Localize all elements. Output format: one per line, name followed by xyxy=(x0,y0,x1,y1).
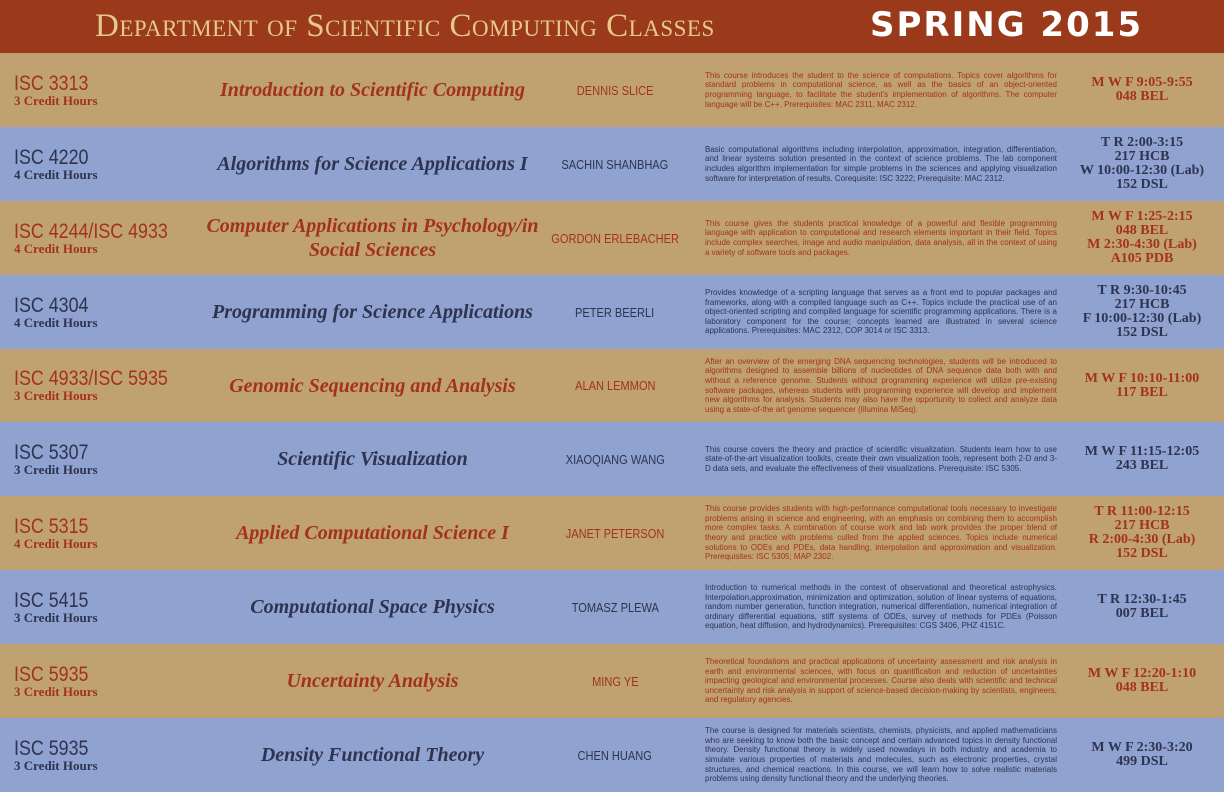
instructor-name: ALAN LEMMON xyxy=(574,378,656,393)
course-description: This course gives the students practical knowledge of a powerful and flexible programming language with application to computational and research elements important in their field. Topics include complex searches, image and audio manipulation, data analysis, all in the context of using a variety of software tools and packages. xyxy=(705,218,1057,257)
course-title: Programming for Science Applications xyxy=(212,301,533,323)
description-cell xyxy=(705,127,1057,201)
schedule-cell xyxy=(1068,53,1216,127)
course-row xyxy=(0,718,1224,792)
schedule-line: 007 BEL xyxy=(1115,606,1169,621)
schedule-cell xyxy=(1068,275,1216,349)
description-cell xyxy=(705,349,1057,422)
schedule-cell xyxy=(1068,644,1216,718)
instructor-name: XIAOQIANG WANG xyxy=(565,451,665,467)
course-code: ISC 5307 xyxy=(14,440,89,464)
schedule-line: T R 11:00-12:15 xyxy=(1094,504,1190,519)
description-cell xyxy=(705,422,1057,496)
course-description: Provides knowledge of a scripting language that serves as a front end to popular packages and frameworks, along with a compiled language such as C++. Topics include the practical use of an object-oriented scripting and compiled language for scientific programming applications. There is a laboratory component for the course; concepts learned are illustrated in several science applications. Prerequisites: MAC 2312, COP 3014 or ISC 3313. xyxy=(705,288,1057,336)
instructor-cell xyxy=(545,644,685,718)
course-description: Basic computational algorithms including interpolation, approximation, integration, differentiation, and linear systems solution presented in the context of science problems. The lab component includes algorithm implementation for simple problems in the sciences and applying visualization software for interpretation of results. Corequisite: ISC 3222; Prerequisite: MAC 2312. xyxy=(705,144,1057,183)
schedule-line: 048 BEL xyxy=(1115,223,1169,238)
course-row xyxy=(0,275,1224,349)
course-title: Genomic Sequencing and Analysis xyxy=(229,374,516,397)
course-title: Applied Computational Science I xyxy=(236,522,509,544)
instructor-cell xyxy=(545,570,685,644)
schedule-cell xyxy=(1068,718,1216,792)
course-title: Scientific Visualization xyxy=(277,448,468,470)
credit-hours: 3 Credit Hours xyxy=(14,757,98,773)
department-title: Department of Scientific Computing Classes xyxy=(95,8,715,44)
course-code: ISC 4220 xyxy=(14,145,89,169)
description-cell xyxy=(705,644,1057,718)
course-title: Algorithms for Science Applications I xyxy=(217,153,528,175)
course-title-cell xyxy=(200,53,545,127)
schedule-line: M W F 1:25-2:15 xyxy=(1091,209,1193,224)
credit-hours: 4 Credit Hours xyxy=(14,166,98,182)
course-code-cell xyxy=(14,201,214,275)
course-code: ISC 5935 xyxy=(14,662,89,686)
instructor-name: GORDON ERLEBACHER xyxy=(551,230,679,246)
credit-hours: 3 Credit Hours xyxy=(14,461,98,477)
schedule-cell xyxy=(1068,349,1216,422)
schedule-line: 499 DSL xyxy=(1116,754,1168,769)
schedule-line: F 10:00-12:30 (Lab) xyxy=(1082,311,1202,326)
schedule-cell xyxy=(1068,127,1216,201)
course-title: Computer Applications in Psychology/in Social Sciences xyxy=(206,215,539,261)
credit-hours: 4 Credit Hours xyxy=(14,535,98,551)
credit-hours: 3 Credit Hours xyxy=(14,388,98,403)
schedule-cell xyxy=(1068,422,1216,496)
description-cell xyxy=(705,275,1057,349)
instructor-name: CHEN HUANG xyxy=(577,747,653,763)
course-row xyxy=(0,201,1224,275)
course-description: After an overview of the emerging DNA sequencing technologies, students will be introduced to algorithms designed to assemble billions of nucleotides of DNA sequence data both with and without a reference genome. Students without programming experience will utilize pre-existing software packages, whereas students with programming experience will develop and implement new algorithms for analysis. Students may also have the opportunity to collect and analyze data using a state-of-the art genome sequencer (Illumina MiSeq). xyxy=(705,356,1057,414)
course-code: ISC 5415 xyxy=(14,588,89,612)
course-row xyxy=(0,496,1224,570)
course-title-cell xyxy=(200,275,545,349)
course-code-cell xyxy=(14,422,214,496)
instructor-name: DENNIS SLICE xyxy=(576,82,654,98)
course-code-cell xyxy=(14,275,214,349)
description-cell xyxy=(705,718,1057,792)
course-row xyxy=(0,422,1224,496)
course-title-cell xyxy=(200,570,545,644)
schedule-line: T R 2:00-3:15 xyxy=(1100,135,1184,150)
term-label: SPRING 2015 xyxy=(870,5,1144,45)
course-title-cell xyxy=(200,644,545,718)
credit-hours: 3 Credit Hours xyxy=(14,609,98,625)
course-code-cell xyxy=(14,570,214,644)
course-code: ISC 4304 xyxy=(14,293,89,317)
course-code-cell xyxy=(14,127,214,201)
schedule-line: M 2:30-4:30 (Lab) xyxy=(1087,237,1197,252)
schedule-line: R 2:00-4:30 (Lab) xyxy=(1088,532,1196,547)
course-code: ISC 5315 xyxy=(14,514,89,538)
description-cell xyxy=(705,496,1057,570)
course-code-cell xyxy=(14,496,214,570)
course-description: This course provides students with high-performance computational tools necessary to investigate problems arising in science and engineering, with an emphasis on combining them to accomplish more complex tasks. A combination of course work and lab work provides the proper blend of theory and practice with problems culled from the applied sciences. Topics include numerical solutions to ODEs and PDEs, data handling, interpolation and approximation and visualization. Prerequisites: ISC 5305; MAP 2302. xyxy=(705,504,1057,562)
schedule-line: T R 12:30-1:45 xyxy=(1097,592,1187,607)
course-title-cell xyxy=(200,127,545,201)
course-title-cell xyxy=(200,496,545,570)
schedule-line: 217 HCB xyxy=(1114,297,1170,312)
instructor-cell xyxy=(545,53,685,127)
course-title-cell xyxy=(200,201,545,275)
course-title: Density Functional Theory xyxy=(260,744,485,766)
instructor-name: MING YE xyxy=(591,673,639,689)
instructor-name: TOMASZ PLEWA xyxy=(571,599,659,615)
course-code-cell xyxy=(14,718,214,792)
course-description: This course covers the theory and practice of scientific visualization. Students learn how to use state-of-the-art visualization toolkits, create their own visualization tools, represent both 2-D and 3-D data sets, and evaluate the effectiveness of their visualizations. Prerequisite: ISC 5305. xyxy=(705,444,1057,473)
credit-hours: 3 Credit Hours xyxy=(14,683,98,699)
course-code: ISC 4933/ISC 5935 xyxy=(14,367,168,390)
course-title-cell xyxy=(200,718,545,792)
schedule-line: M W F 2:30-3:20 xyxy=(1091,740,1193,755)
course-row xyxy=(0,349,1224,422)
schedule-cell xyxy=(1068,570,1216,644)
instructor-cell xyxy=(545,496,685,570)
course-title: Uncertainty Analysis xyxy=(286,670,459,692)
course-title: Computational Space Physics xyxy=(250,596,495,618)
schedule-line: W 10:00-12:30 (Lab) xyxy=(1079,163,1205,178)
course-code: ISC 4244/ISC 4933 xyxy=(14,219,168,243)
course-title-cell xyxy=(200,349,545,422)
description-cell xyxy=(705,201,1057,275)
instructor-name: JANET PETERSON xyxy=(565,525,665,541)
credit-hours: 4 Credit Hours xyxy=(14,240,98,256)
course-description: The course is designed for materials scientists, chemists, physicists, and applied mathematicians who are seeking to know both the basic concept and certain advanced topics in density functional theory. Density functional theory is widely used nowadays in both industry and academia to simulate various properties of materials and molecules, such as electronic properties, crystal structures, and chemical reactions. In this course, we will learn how to solve realistic materials problems using density functional theory and the underlying theories. xyxy=(705,726,1057,784)
course-list xyxy=(0,53,1224,792)
schedule-line: 217 HCB xyxy=(1114,518,1170,533)
instructor-cell xyxy=(545,127,685,201)
course-description: Introduction to numerical methods in the context of observational and theoretical astrophysics. Interpolation,approximation, minimization and optimization, solution of linear systems of equations, random number generation, function integration, numerical differentiation, numerical integration of ordinary differential equations, stiff systems of ODEs, survey of methods for PDEs (Poisson equation, heat diffusion, and hydrodynamics). Prerequisites: CGS 3406, PHZ 4151C. xyxy=(705,583,1057,631)
schedule-line: 117 BEL xyxy=(1116,384,1168,400)
course-code-cell xyxy=(14,349,214,422)
course-row xyxy=(0,570,1224,644)
schedule-line: A105 PDB xyxy=(1110,251,1174,266)
course-description: This course introduces the student to the science of computations. Topics cover algorithms for standard problems in computational science, as well as the basics of an object-oriented programming language, to facilitate the student's implementation of algorithms. The computer language will be C++. Prerequisites: MAC 2311, MAC 2312. xyxy=(705,70,1057,109)
schedule-cell xyxy=(1068,201,1216,275)
schedule-line: 217 HCB xyxy=(1114,149,1170,164)
description-cell xyxy=(705,570,1057,644)
schedule-line: M W F 10:10-11:00 xyxy=(1084,370,1200,386)
instructor-cell xyxy=(545,718,685,792)
schedule-line: M W F 9:05-9:55 xyxy=(1091,75,1193,90)
course-description: Theoretical foundations and practical applications of uncertainty assessment and risk analysis in earth and environmental sciences, with focus on quantification and reduction of uncertainties impacting geological and environmental processes. Course also deals with scientific and technical uncertainty and risk analysis in support of science-based decision-making by scientists, engineers, and regulatory agencies. xyxy=(705,657,1057,705)
schedule-line: 048 BEL xyxy=(1115,680,1169,695)
instructor-cell xyxy=(545,349,685,422)
instructor-cell xyxy=(545,275,685,349)
instructor-cell xyxy=(545,201,685,275)
page-header xyxy=(0,0,1224,53)
schedule-line: 152 DSL xyxy=(1116,325,1168,340)
schedule-line: T R 9:30-10:45 xyxy=(1097,283,1187,298)
course-code: ISC 3313 xyxy=(14,71,89,95)
course-code-cell xyxy=(14,53,214,127)
schedule-line: 243 BEL xyxy=(1115,458,1169,473)
course-title-cell xyxy=(200,422,545,496)
schedule-line: 152 DSL xyxy=(1116,546,1168,561)
schedule-cell xyxy=(1068,496,1216,570)
course-row xyxy=(0,644,1224,718)
schedule-line: M W F 11:15-12:05 xyxy=(1084,444,1200,459)
course-row xyxy=(0,53,1224,127)
instructor-cell xyxy=(545,422,685,496)
credit-hours: 3 Credit Hours xyxy=(14,92,98,108)
course-row xyxy=(0,127,1224,201)
schedule-line: 152 DSL xyxy=(1116,177,1168,192)
schedule-line: 048 BEL xyxy=(1115,89,1169,104)
description-cell xyxy=(705,53,1057,127)
schedule-line: M W F 12:20-1:10 xyxy=(1087,666,1197,681)
course-title: Introduction to Scientific Computing xyxy=(219,79,526,101)
credit-hours: 4 Credit Hours xyxy=(14,314,98,330)
instructor-name: PETER BEERLI xyxy=(575,304,655,320)
course-code: ISC 5935 xyxy=(14,736,89,760)
course-code-cell xyxy=(14,644,214,718)
instructor-name: SACHIN SHANBHAG xyxy=(561,156,669,172)
